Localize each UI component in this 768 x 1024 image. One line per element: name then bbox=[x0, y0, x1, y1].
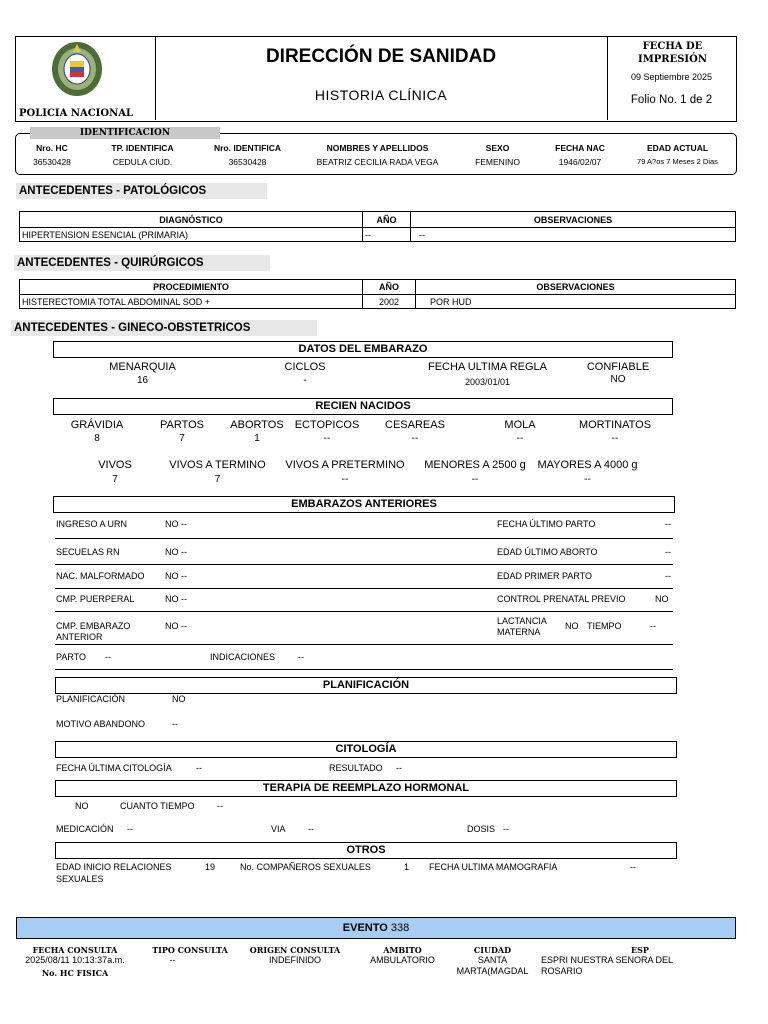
medicacion-value: -- bbox=[127, 824, 133, 834]
fecha-citologia-value: -- bbox=[196, 763, 202, 773]
fecha-consulta-value: 2025/08/11 10:13:37a.m. bbox=[25, 955, 125, 965]
identificacion-header: Nro. HC bbox=[36, 143, 68, 153]
secuelas-label: SECUELAS RN bbox=[56, 547, 120, 557]
cmp-embarazo-value: NO -- bbox=[165, 621, 187, 631]
identificacion-box bbox=[15, 133, 737, 175]
origen-consulta-value: INDEFINIDO bbox=[268, 955, 321, 965]
identificacion-header: NOMBRES Y APELLIDOS bbox=[326, 143, 429, 153]
rn-label: MORTINATOS bbox=[578, 419, 652, 431]
malformado-label: NAC. MALFORMADO bbox=[56, 571, 145, 581]
patologicos-table bbox=[19, 211, 736, 242]
ambito-header: AMBITO bbox=[383, 945, 422, 955]
col-observaciones: OBSERVACIONES bbox=[416, 280, 736, 295]
fecha-citologia-label: FECHA ÚLTIMA CITOLOGÍA bbox=[56, 763, 172, 773]
patologicos-title: ANTECEDENTES - PATOLÓGICOS bbox=[16, 183, 267, 199]
motivo-abandono-label: MOTIVO ABANDONO bbox=[56, 719, 146, 729]
esp-header: ESP bbox=[631, 945, 649, 955]
identificacion-value: 36530428 bbox=[33, 157, 71, 167]
table-cell: -- bbox=[411, 228, 736, 242]
tipo-consulta-header: TIPO CONSULTA bbox=[152, 945, 228, 955]
identificacion-value: BEATRIZ CECILIA RADA VEGA bbox=[316, 157, 439, 167]
cmp-embarazo-label-1: CMP. EMBARAZO bbox=[56, 621, 131, 631]
identificacion-title: IDENTIFICACION bbox=[30, 127, 220, 139]
identificacion-value: FEMENINO bbox=[475, 157, 520, 167]
hc-fisica-label: No. HC FISICA bbox=[41, 968, 109, 978]
embarazos-anteriores-header: EMBARAZOS ANTERIORES bbox=[53, 496, 675, 513]
edad-relaciones-value: 19 bbox=[205, 862, 216, 872]
cuanto-tiempo-label: CUANTO TIEMPO bbox=[120, 801, 195, 811]
rn-label: VIVOS A TERMINO bbox=[169, 459, 266, 471]
edad-ultimo-aborto-label: EDAD ÚLTIMO ABORTO bbox=[497, 547, 598, 557]
companeros-value: 1 bbox=[404, 862, 410, 872]
esp-value-2: ROSARIO bbox=[541, 966, 583, 976]
rn-label: MENORES A 2500 g bbox=[424, 459, 526, 471]
lactancia-label-2: MATERNA bbox=[497, 627, 541, 637]
rn-label: VIVOS bbox=[98, 459, 132, 471]
ingreso-urn-label: INGRESO A URN bbox=[56, 519, 128, 529]
rn-value: -- bbox=[411, 433, 419, 444]
rn-value: -- bbox=[471, 474, 479, 485]
evento-number: 338 bbox=[390, 922, 410, 934]
identificacion-value: 79 A?os 7 Meses 2 Dias bbox=[637, 157, 718, 166]
puerperal-label: CMP. PUERPERAL bbox=[56, 594, 135, 604]
recien-nacidos-header: RECIEN NACIDOS bbox=[53, 398, 673, 415]
fur-label: FECHA ULTIMA REGLA bbox=[428, 361, 547, 373]
print-label: FECHA DE IMPRESIÓN bbox=[638, 41, 707, 65]
ciclos-label: CICLOS bbox=[284, 361, 326, 373]
gineco-title: ANTECEDENTES - GINECO-OBSTETRICOS bbox=[11, 320, 317, 336]
rn-value: 8 bbox=[94, 433, 100, 444]
datos-embarazo-header: DATOS DEL EMBARAZO bbox=[53, 341, 673, 358]
indicaciones-label: INDICACIONES bbox=[210, 652, 276, 662]
org-name: POLICIA NACIONAL bbox=[19, 108, 133, 119]
ciclos-value: - bbox=[303, 375, 307, 386]
col-observaciones: OBSERVACIONES bbox=[411, 212, 736, 228]
rn-value: -- bbox=[341, 474, 349, 485]
esp-value-1: ESPRI NUESTRA SENORA DEL bbox=[541, 955, 674, 965]
page-title: DIRECCIÓN DE SANIDAD bbox=[265, 46, 497, 67]
rn-value: -- bbox=[323, 433, 331, 444]
fur-value: 2003/01/01 bbox=[464, 377, 511, 387]
identificacion-header: TP. IDENTIFICA bbox=[111, 143, 174, 153]
col-procedimiento: PROCEDIMIENTO bbox=[20, 280, 363, 295]
folio: Folio No. 1 de 2 bbox=[630, 94, 713, 106]
trh-header: TERAPIA DE REEMPLAZO HORMONAL bbox=[55, 780, 677, 797]
rn-label: ECTOPICOS bbox=[294, 419, 360, 431]
rn-value: -- bbox=[584, 474, 591, 485]
secuelas-value: NO -- bbox=[165, 547, 187, 557]
fecha-ultimo-parto-value: -- bbox=[665, 519, 671, 529]
origen-consulta-header: ORIGEN CONSULTA bbox=[249, 945, 341, 955]
col-anio: AÑO bbox=[363, 280, 416, 295]
table-cell: 2002 bbox=[363, 295, 416, 309]
via-label: VIA bbox=[271, 824, 286, 834]
ciudad-value-1: SANTA bbox=[477, 955, 508, 965]
identificacion-value: 36530428 bbox=[228, 157, 267, 167]
print-date: 09 Septiembre 2025 bbox=[630, 72, 713, 82]
identificacion-value: CEDULA CIUD. bbox=[112, 157, 173, 167]
edad-relaciones-label-1: EDAD INICIO RELACIONES bbox=[56, 862, 172, 872]
motivo-abandono-value: -- bbox=[172, 719, 178, 729]
otros-header: OTROS bbox=[55, 842, 677, 859]
rn-value: -- bbox=[611, 433, 619, 444]
malformado-value: NO -- bbox=[165, 571, 187, 581]
fecha-ultimo-parto-label: FECHA ÚLTIMO PARTO bbox=[497, 519, 596, 529]
citologia-header: CITOLOGÍA bbox=[55, 741, 677, 758]
identificacion-header: EDAD ACTUAL bbox=[646, 143, 709, 153]
quirurgicos-title: ANTECEDENTES - QUIRÚRGICOS bbox=[14, 255, 270, 271]
puerperal-value: NO -- bbox=[165, 594, 187, 604]
lactancia-value: NO bbox=[565, 621, 579, 631]
rn-label: GRÁVIDIA bbox=[70, 419, 124, 431]
tiempo-label: TIEMPO bbox=[587, 621, 622, 631]
rn-label: PARTOS bbox=[159, 419, 205, 431]
confiable-value: NO bbox=[610, 374, 626, 385]
police-emblem-icon bbox=[50, 40, 104, 98]
evento-bar bbox=[16, 917, 736, 939]
edad-ultimo-aborto-value: -- bbox=[665, 547, 671, 557]
planificacion-label: PLANIFICACIÓN bbox=[56, 694, 126, 704]
rn-value: 7 bbox=[112, 474, 118, 485]
dosis-label: DOSIS bbox=[467, 824, 496, 834]
edad-primer-parto-value: -- bbox=[665, 571, 671, 581]
parto-value: -- bbox=[105, 652, 111, 662]
rn-value: 7 bbox=[179, 433, 185, 444]
ambito-value: AMBULATORIO bbox=[370, 955, 435, 965]
rn-label: MAYORES A 4000 g bbox=[537, 459, 638, 471]
rn-label: CESAREAS bbox=[385, 419, 445, 431]
ingreso-urn-value: NO -- bbox=[165, 519, 187, 529]
control-prenatal-label: CONTROL PRENATAL PREVIO bbox=[497, 594, 626, 604]
mamografia-value: -- bbox=[630, 862, 636, 872]
table-cell: HISTERECTOMIA TOTAL ABDOMINAL SOD + bbox=[20, 295, 363, 309]
rn-label: VIVOS A PRETERMINO bbox=[285, 459, 405, 471]
ciudad-value-2: MARTA(MAGDAL bbox=[456, 966, 529, 976]
resultado-label: RESULTADO bbox=[329, 763, 383, 773]
confiable-label: CONFIABLE bbox=[586, 361, 650, 373]
resultado-value: -- bbox=[396, 763, 402, 773]
planificacion-header: PLANIFICACIÓN bbox=[55, 677, 677, 694]
table-cell: HIPERTENSION ESENCIAL (PRIMARIA) bbox=[20, 228, 363, 242]
menarquia-value: 16 bbox=[136, 375, 149, 386]
trh-value: NO bbox=[75, 801, 89, 811]
indicaciones-value: -- bbox=[298, 652, 304, 662]
edad-primer-parto-label: EDAD PRIMER PARTO bbox=[497, 571, 593, 581]
table-cell: -- bbox=[363, 228, 411, 242]
col-anio: AÑO bbox=[363, 212, 411, 228]
tipo-consulta-value: -- bbox=[169, 955, 176, 965]
rn-value: 1 bbox=[254, 433, 260, 444]
cmp-embarazo-label-2: ANTERIOR bbox=[56, 632, 103, 642]
medicacion-label: MEDICACIÓN bbox=[56, 824, 114, 834]
page-subtitle: HISTORIA CLÍNICA bbox=[314, 87, 448, 103]
fecha-consulta-header: FECHA CONSULTA bbox=[32, 945, 118, 955]
identificacion-header: SEXO bbox=[485, 143, 510, 153]
table-cell: POR HUD bbox=[416, 295, 736, 309]
rn-value: 7 bbox=[214, 474, 221, 485]
via-value: -- bbox=[308, 824, 314, 834]
identificacion-value: 1946/02/07 bbox=[558, 157, 602, 167]
rn-label: MOLA bbox=[504, 419, 536, 431]
identificacion-header: FECHA NAC bbox=[555, 143, 605, 153]
lactancia-label-1: LACTANCIA bbox=[497, 616, 547, 626]
dosis-value: -- bbox=[503, 824, 509, 834]
control-prenatal-value: NO bbox=[655, 594, 669, 604]
mamografia-label: FECHA ULTIMA MAMOGRAFIA bbox=[429, 862, 558, 872]
ciudad-header: CIUDAD bbox=[473, 945, 512, 955]
tiempo-value: -- bbox=[650, 621, 656, 631]
identificacion-header: Nro. IDENTIFICA bbox=[213, 143, 282, 153]
evento-label: EVENTO bbox=[342, 922, 388, 934]
rn-value: -- bbox=[516, 433, 524, 444]
col-diagnostico: DIAGNÓSTICO bbox=[20, 212, 363, 228]
quirurgicos-table bbox=[19, 279, 736, 309]
parto-label: PARTO bbox=[56, 652, 87, 662]
cuanto-tiempo-value: -- bbox=[217, 801, 223, 811]
rn-label: ABORTOS bbox=[230, 419, 284, 431]
planificacion-value: NO bbox=[172, 694, 186, 704]
edad-relaciones-label-2: SEXUALES bbox=[56, 874, 104, 884]
menarquia-label: MENARQUIA bbox=[109, 361, 176, 373]
companeros-label: No. COMPAÑEROS SEXUALES bbox=[240, 862, 371, 872]
